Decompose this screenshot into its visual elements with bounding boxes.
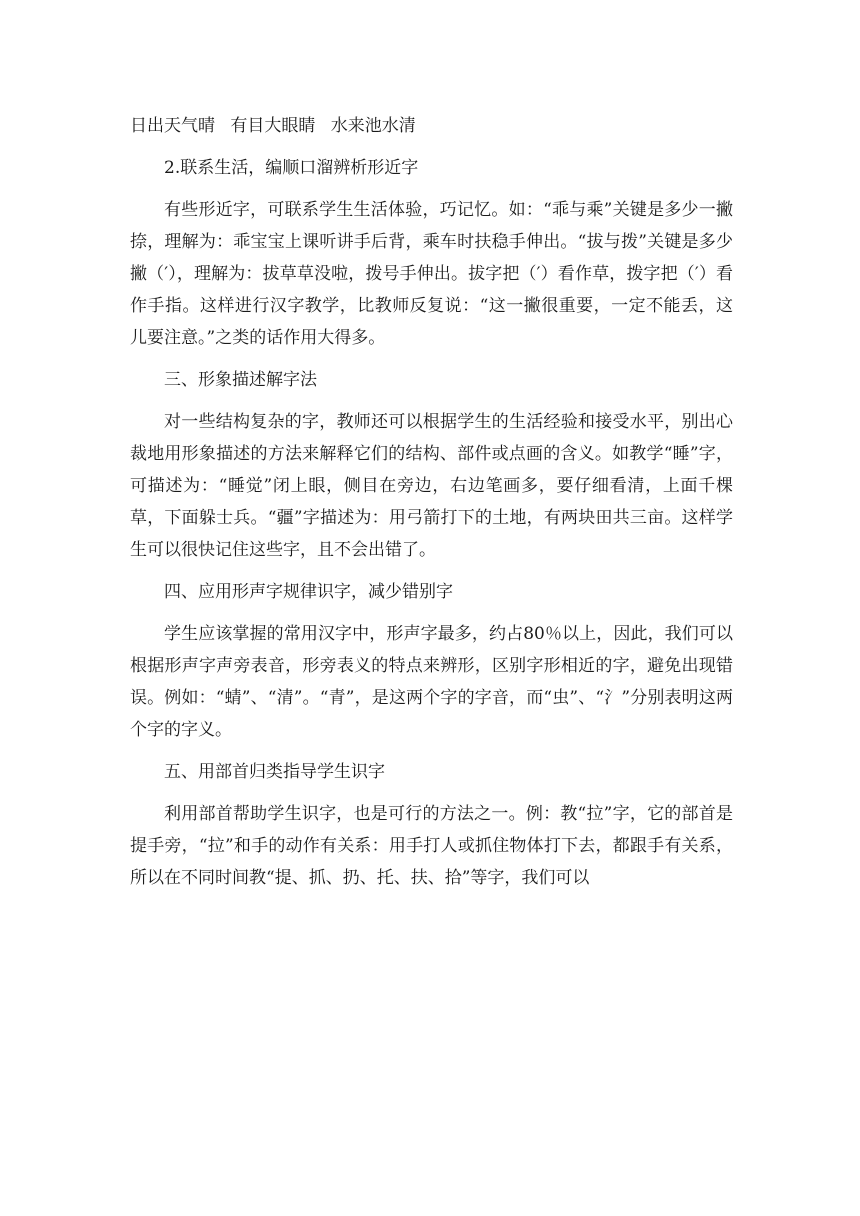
paragraph-phono-semantic: 学生应该掌握的常用汉字中，形声字最多，约占80％以上，因此，我们可以根据形声字声旁表音，形旁表义的特点来辨形，区别字形相近的字，避免出现错误。例如：“蜻”、“清”。“青”，是这两个字的字音，而“虫”、“氵”分别表明这两个字的字义。	[130, 624, 733, 740]
document-page	[130, 110, 733, 904]
text-line-riddles: 日出天气晴 有目大眼睛 水来池水清	[130, 116, 416, 136]
section-heading-5: 五、用部首归类指导学生识字	[164, 762, 385, 782]
section-heading-3: 三、形象描述解字法	[164, 370, 317, 390]
paragraph-image-description: 对一些结构复杂的字，教师还可以根据学生的生活经验和接受水平，别出心裁地用形象描述的方法来解释它们的结构、部件或点画的含义。如教学“睡”字，可描述为：“睡觉”闭上眼，侧目在旁边，右边笔画多，要仔细看清，上面千棵草，下面躲士兵。“疆”字描述为：用弓箭打下的土地，有两块田共三亩。这样学生可以很快记住这些字，且不会出错了。	[130, 412, 733, 560]
paragraph-similar-chars: 有些形近字，可联系学生生活体验，巧记忆。如：“乖与乘”关键是多少一撇捺，理解为：乖宝宝上课听讲手后背，乘车时扶稳手伸出。“拔与拨”关键是多少撇（′），理解为：拔草草没啦，拨号手伸出。拔字把（′）看作草，拨字把（′）看作手指。这样进行汉字教学，比教师反复说：“这一撇很重要，一定不能丢，这儿要注意。”之类的话作用大得多。	[130, 200, 733, 348]
section-heading-2: 2.联系生活，编顺口溜辨析形近字	[164, 158, 419, 178]
section-heading-4: 四、应用形声字规律识字，减少错别字	[164, 582, 453, 602]
paragraph-radicals: 利用部首帮助学生识字，也是可行的方法之一。例：教“拉”字，它的部首是提手旁，“拉”和手的动作有关系：用手打人或抓住物体打下去，都跟手有关系，所以在不同时间教“提、抓、扔、托、扶、拾”等字，我们可以	[130, 804, 733, 888]
